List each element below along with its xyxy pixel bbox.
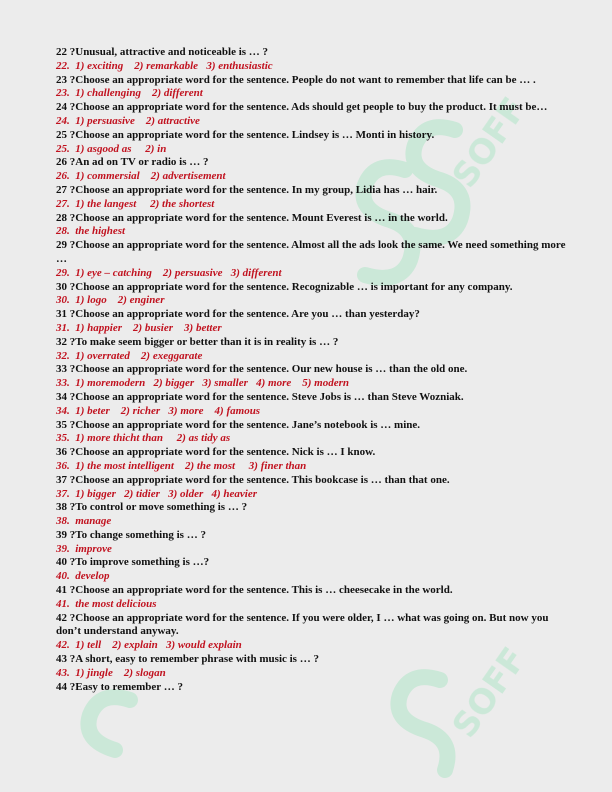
question-text: 24 ?Choose an appropriate word for the sentence. Ads should get people to buy the product. It must be… [56, 101, 548, 114]
question-text: 23 ?Choose an appropriate word for the sentence. People do not want to remember that life can be … . [56, 73, 536, 86]
answer-text: 32. 1) overrated 2) exeggarate [56, 349, 203, 362]
question-item [56, 156, 571, 184]
answer-text: 42. 1) tell 2) explain 3) would explain [56, 639, 242, 652]
answer-text: 36. 1) the most intelligent 2) the most 3) finer than [56, 459, 307, 472]
answer-text: 28. the highest [56, 225, 126, 238]
question-item [56, 391, 571, 419]
svg-text:SOFF: SOFF [444, 640, 535, 746]
question-item [56, 446, 571, 474]
question-list [56, 46, 571, 694]
question-text: 26 ?An ad on TV or radio is … ? [56, 156, 209, 169]
question-text: 37 ?Choose an appropriate word for the sentence. This bookcase is … than that one. [56, 473, 450, 486]
question-item [56, 212, 571, 240]
question-text: 36 ?Choose an appropriate word for the sentence. Nick is … I know. [56, 446, 376, 459]
question-item [56, 529, 571, 557]
question-item [56, 474, 571, 502]
answer-text: 26. 1) commersial 2) advertisement [56, 170, 226, 183]
answer-text: 22. 1) exciting 2) remarkable 3) enthusiastic [56, 59, 273, 72]
answer-text: 35. 1) more thicht than 2) as tidy as [56, 432, 231, 445]
svg-text:SOFF: SOFF [444, 90, 535, 196]
answer-text: 31. 1) happier 2) busier 3) better [56, 321, 222, 334]
answer-text: 27. 1) the langest 2) the shortest [56, 197, 215, 210]
question-text: 39 ?To change something is … ? [56, 528, 206, 541]
question-text: 32 ?To make seem bigger or better than it is in reality is … ? [56, 335, 339, 348]
answer-text: 25. 1) asgood as 2) in [56, 142, 167, 155]
question-text: 44 ?Easy to remember … ? [56, 680, 183, 693]
question-text: 22 ?Unusual, attractive and noticeable is … ? [56, 46, 269, 58]
question-text: 34 ?Choose an appropriate word for the sentence. Steve Jobs is … than Steve Wozniak. [56, 390, 464, 403]
question-item [56, 681, 571, 695]
question-item [56, 653, 571, 681]
question-text: 41 ?Choose an appropriate word for the sentence. This is … cheesecake in the world. [56, 584, 453, 597]
answer-text: 24. 1) persuasive 2) attractive [56, 114, 200, 127]
answer-text: 34. 1) beter 2) richer 3) more 4) famous [56, 404, 261, 417]
question-item [56, 308, 571, 336]
question-item [56, 281, 571, 309]
answer-text: 30. 1) logo 2) enginer [56, 294, 165, 307]
answer-text: 23. 1) challenging 2) different [56, 87, 203, 100]
question-text: 25 ?Choose an appropriate word for the sentence. Lindsey is … Monti in history. [56, 128, 435, 141]
question-item [56, 74, 571, 102]
question-item [56, 46, 571, 74]
question-text: 30 ?Choose an appropriate word for the sentence. Recognizable … is important for any company. [56, 280, 513, 293]
question-item [56, 419, 571, 447]
question-item [56, 584, 571, 612]
answer-text: 38. manage [56, 515, 112, 528]
question-text: 33 ?Choose an appropriate word for the sentence. Our new house is … than the old one. [56, 363, 468, 376]
question-item [56, 501, 571, 529]
question-item [56, 239, 571, 280]
question-text: 29 ?Choose an appropriate word for the sentence. Almost all the ads look the same. We need something more … [56, 239, 566, 265]
question-item [56, 184, 571, 212]
question-text: 40 ?To improve something is …? [56, 556, 210, 569]
question-text: 35 ?Choose an appropriate word for the sentence. Jane’s notebook is … mine. [56, 418, 421, 431]
question-text: 42 ?Choose an appropriate word for the sentence. If you were older, I … what was going on. But now you don’t understand anyway. [56, 611, 549, 638]
question-item [56, 101, 571, 129]
answer-text: 37. 1) bigger 2) tidier 3) older 4) heavier [56, 487, 258, 500]
answer-text: 39. improve [56, 542, 112, 555]
question-item [56, 363, 571, 391]
question-text: 31 ?Choose an appropriate word for the sentence. Are you … than yesterday? [56, 308, 420, 321]
answer-text: 40. develop [56, 570, 110, 583]
question-text: 27 ?Choose an appropriate word for the sentence. In my group, Lidia has … hair. [56, 183, 438, 196]
answer-text: 41. the most delicious [56, 597, 157, 610]
answer-text: 29. 1) eye – catching 2) persuasive 3) different [56, 266, 282, 279]
question-item [56, 612, 571, 653]
answer-text: 43. 1) jingle 2) slogan [56, 666, 166, 679]
question-text: 43 ?A short, easy to remember phrase with music is … ? [56, 653, 319, 666]
question-item [56, 336, 571, 364]
question-item [56, 129, 571, 157]
answer-text: 33. 1) moremodern 2) bigger 3) smaller 4) more 5) modern [56, 377, 350, 390]
question-item [56, 556, 571, 584]
question-text: 38 ?To control or move something is … ? [56, 501, 248, 514]
question-text: 28 ?Choose an appropriate word for the sentence. Mount Everest is … in the world. [56, 211, 448, 224]
